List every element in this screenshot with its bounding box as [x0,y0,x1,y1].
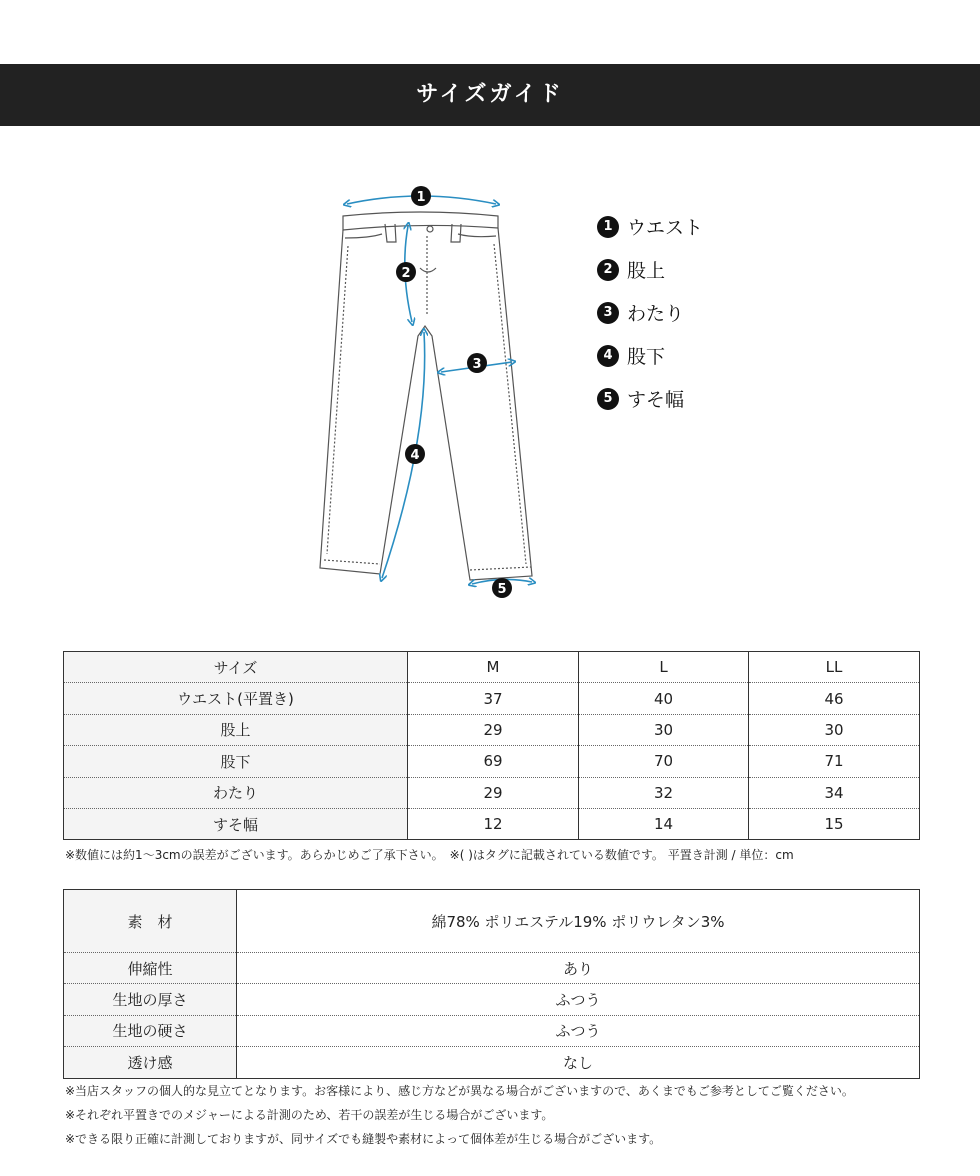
table-cell: 綿78% ポリエステル19% ポリウレタン3% [237,890,920,953]
table-cell: 29 [408,777,579,808]
table-header-cell: L [579,652,749,683]
table-row-label: わたり [64,777,408,808]
diagram-marker-1 [411,186,431,206]
table-row [64,984,920,1015]
table-cell: 29 [408,714,579,745]
table-cell: ふつう [237,1015,920,1046]
svg-text:3: 3 [472,357,482,372]
table-cell: 14 [579,808,749,839]
table-row-label: すそ幅 [64,808,408,839]
legend-label: わたり [627,303,685,325]
page-header [0,64,980,126]
diagram-marker-3 [467,353,487,373]
footnote: ※それぞれ平置きでのメジャーによる計測のため、若干の誤差が生じる場合がございます。 [65,1108,554,1122]
table-cell: 30 [749,714,920,745]
svg-text:4: 4 [410,448,420,463]
table-cell: 69 [408,746,579,777]
svg-text:2: 2 [401,266,411,281]
diagram-marker-5 [492,578,512,598]
table-row [64,1047,920,1078]
table-row-label: ウエスト(平置き) [64,683,408,714]
diagram-marker-4 [405,444,425,464]
table-cell: なし [237,1047,920,1078]
table-cell: 71 [749,746,920,777]
table-row [64,683,920,714]
table-row-label: 透け感 [64,1047,237,1078]
table-header-row [64,652,920,683]
table-row-label: 素 材 [64,890,237,953]
legend-item [597,334,797,377]
size-table [63,651,920,840]
table-row [64,890,920,953]
table-cell: ふつう [237,984,920,1015]
legend-item [597,377,797,420]
legend-number: 1 [597,216,619,238]
svg-text:1: 1 [416,190,426,205]
legend-number: 3 [597,302,619,324]
legend-item [597,205,797,248]
legend-label: ウエスト [627,217,704,239]
material-table [63,889,920,1079]
table-row-label: 伸縮性 [64,953,237,984]
table-header-cell: LL [749,652,920,683]
legend-item [597,291,797,334]
table-row [64,1015,920,1046]
table-cell: 30 [579,714,749,745]
table-cell: 40 [579,683,749,714]
table-cell: 34 [749,777,920,808]
table-row [64,714,920,745]
legend-number: 2 [597,259,619,281]
legend-number: 5 [597,388,619,410]
table-row [64,777,920,808]
footnote: ※できる限り正確に計測しておりますが、同サイズでも縫製や素材によって個体差が生じる場合がございます。 [65,1132,662,1146]
table-cell: あり [237,953,920,984]
table-row-label: 生地の厚さ [64,984,237,1015]
table-row [64,808,920,839]
table-cell: 70 [579,746,749,777]
table-row-label: 生地の硬さ [64,1015,237,1046]
legend-label: 股上 [627,260,666,282]
table-row [64,953,920,984]
table-header-cell: サイズ [64,652,408,683]
legend-item [597,248,797,291]
table-row-label: 股下 [64,746,408,777]
table-cell: 12 [408,808,579,839]
pants-outline [320,212,532,580]
table-row [64,746,920,777]
size-table-note: ※数値には約1～3cmの誤差がございます。あらかじめご了承下さい。 ※( )はタグに記載されている数値です。 平置き計測 / 単位：cm [65,848,794,862]
table-cell: 37 [408,683,579,714]
legend-label: 股下 [627,346,666,368]
page-title: サイズガイド [416,82,564,107]
table-cell: 46 [749,683,920,714]
footnote: ※当店スタッフの個人的な見立てとなります。お客様により、感じ方などが異なる場合がございますので、あくまでもご参考としてご覧ください。 [65,1084,854,1098]
table-row-label: 股上 [64,714,408,745]
table-cell: 15 [749,808,920,839]
measurement-legend [597,205,797,420]
pants-diagram [300,176,560,606]
legend-number: 4 [597,345,619,367]
table-cell: 32 [579,777,749,808]
table-header-cell: M [408,652,579,683]
legend-label: すそ幅 [627,389,685,411]
svg-text:5: 5 [497,582,507,597]
diagram-marker-2 [396,262,416,282]
